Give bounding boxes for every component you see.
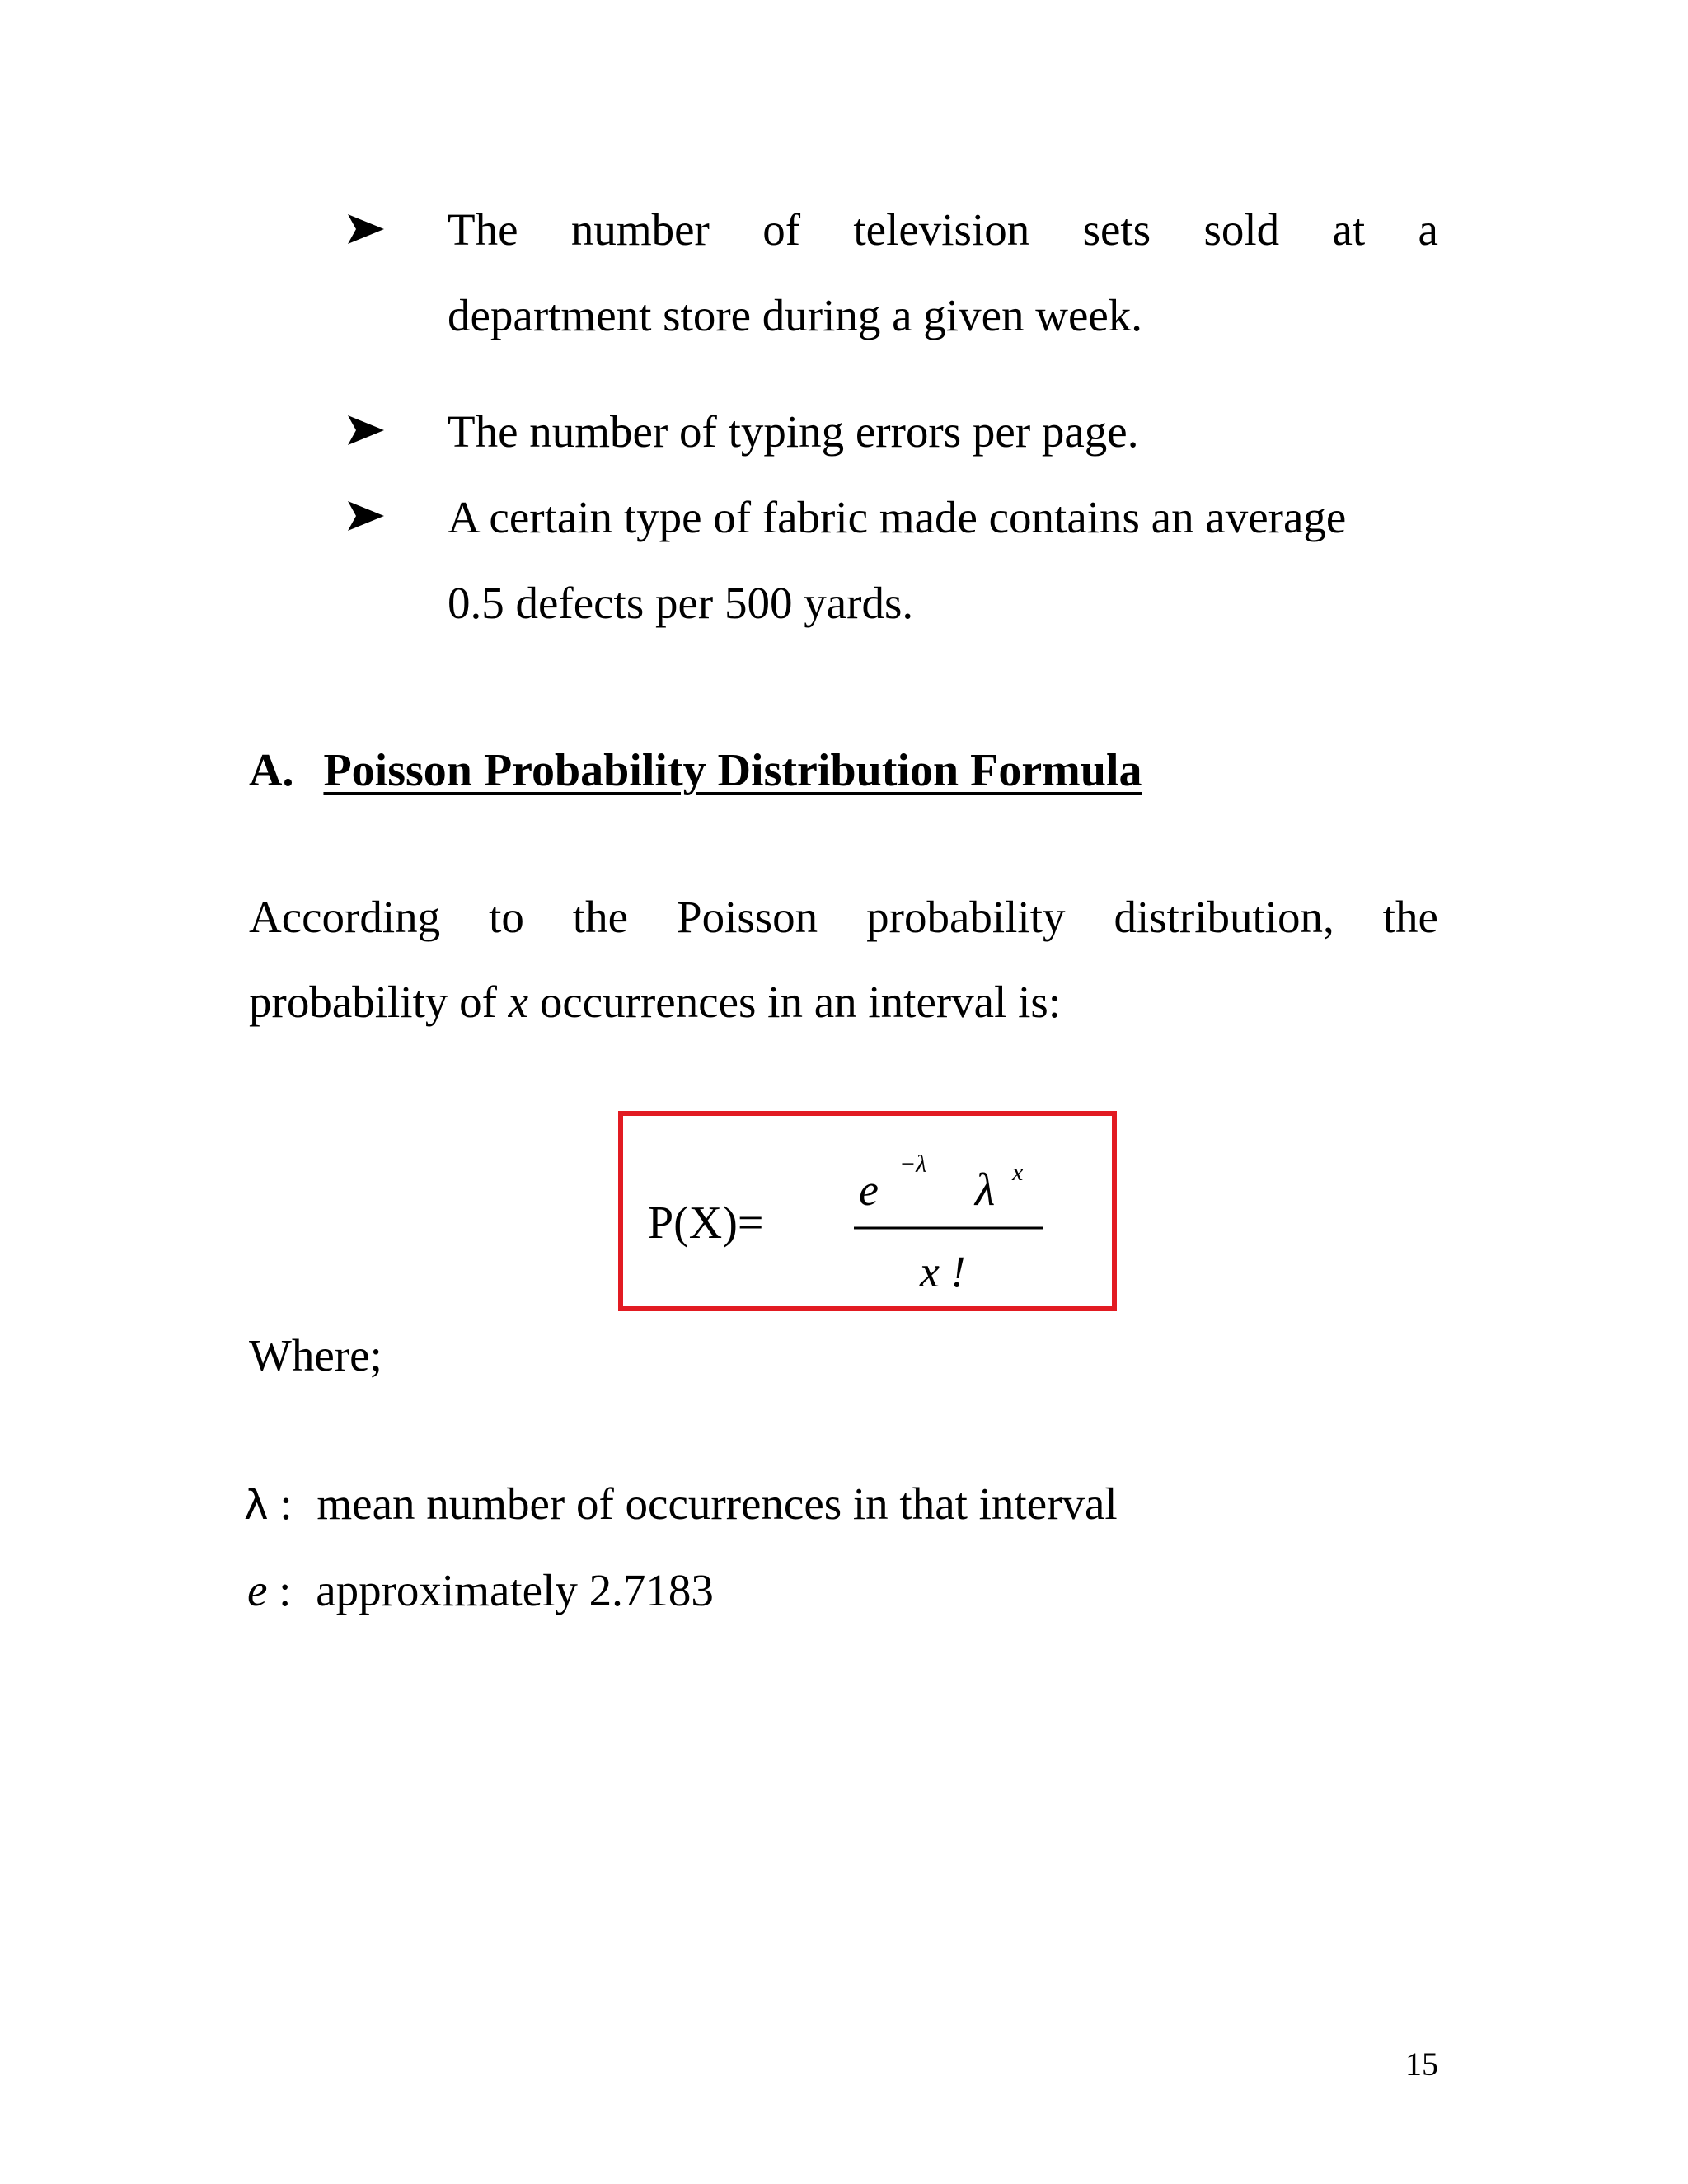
word: television: [853, 204, 1030, 255]
section-title: Poisson Probability Distribution Formula: [323, 745, 1142, 796]
formula-base-e: e: [859, 1165, 879, 1215]
page-number: 15: [1405, 2046, 1438, 2083]
word: the: [572, 892, 629, 942]
arrow-bullet-icon: [346, 414, 386, 447]
word: at: [1332, 204, 1366, 255]
definition-text: mean number of occurrences in that interval: [316, 1479, 1118, 1529]
bullet-3-line-1: A certain type of fabric made contains an average: [448, 492, 1347, 542]
word: Poisson: [676, 892, 818, 942]
word: According: [249, 892, 441, 942]
arrow-bullet-icon: [346, 499, 386, 532]
section-label: A.: [249, 745, 294, 796]
section-heading: [249, 745, 1142, 796]
bullet-3-line-2: 0.5 defects per 500 yards.: [448, 578, 914, 628]
word: to: [489, 892, 524, 942]
word: of: [762, 204, 801, 255]
intro-text: occurrences in an interval is:: [539, 977, 1062, 1027]
definition-text: approximately 2.7183: [316, 1565, 714, 1615]
bullet-2-line-1: The number of typing errors per page.: [448, 406, 1139, 457]
intro-text: probability of: [249, 977, 497, 1027]
word: sold: [1203, 204, 1280, 255]
word: sets: [1082, 204, 1151, 255]
definition-separator: :: [279, 1479, 293, 1529]
definition-separator: :: [279, 1565, 292, 1615]
formula-lambda: λ: [975, 1165, 996, 1216]
variable-x: x: [508, 977, 529, 1027]
intro-line-2: [249, 977, 1062, 1027]
definition-lambda: [244, 1479, 1118, 1529]
word: number: [570, 204, 710, 255]
intro-line-1: [249, 894, 1438, 940]
word: The: [448, 204, 518, 255]
bullet-1-line-1: [448, 204, 1438, 255]
formula-lhs: P(X)=: [648, 1197, 764, 1249]
where-label: Where;: [249, 1330, 382, 1380]
arrow-bullet-icon: [346, 213, 386, 246]
word: a: [1418, 204, 1438, 255]
word: probability: [866, 892, 1066, 942]
formula-exponent-x: x: [1012, 1159, 1024, 1186]
poisson-formula: [623, 1116, 1112, 1306]
formula-exponent-neg-lambda: −λ: [899, 1151, 927, 1178]
definition-symbol: λ: [244, 1481, 269, 1529]
definition-e: [247, 1565, 714, 1615]
word: the: [1382, 892, 1438, 942]
formula-box: [618, 1111, 1117, 1311]
formula-denominator: x !: [920, 1247, 966, 1296]
definition-symbol: e: [247, 1565, 268, 1615]
bullet-1-line-2: department store during a given week.: [448, 290, 1143, 340]
word: distribution,: [1114, 892, 1334, 942]
